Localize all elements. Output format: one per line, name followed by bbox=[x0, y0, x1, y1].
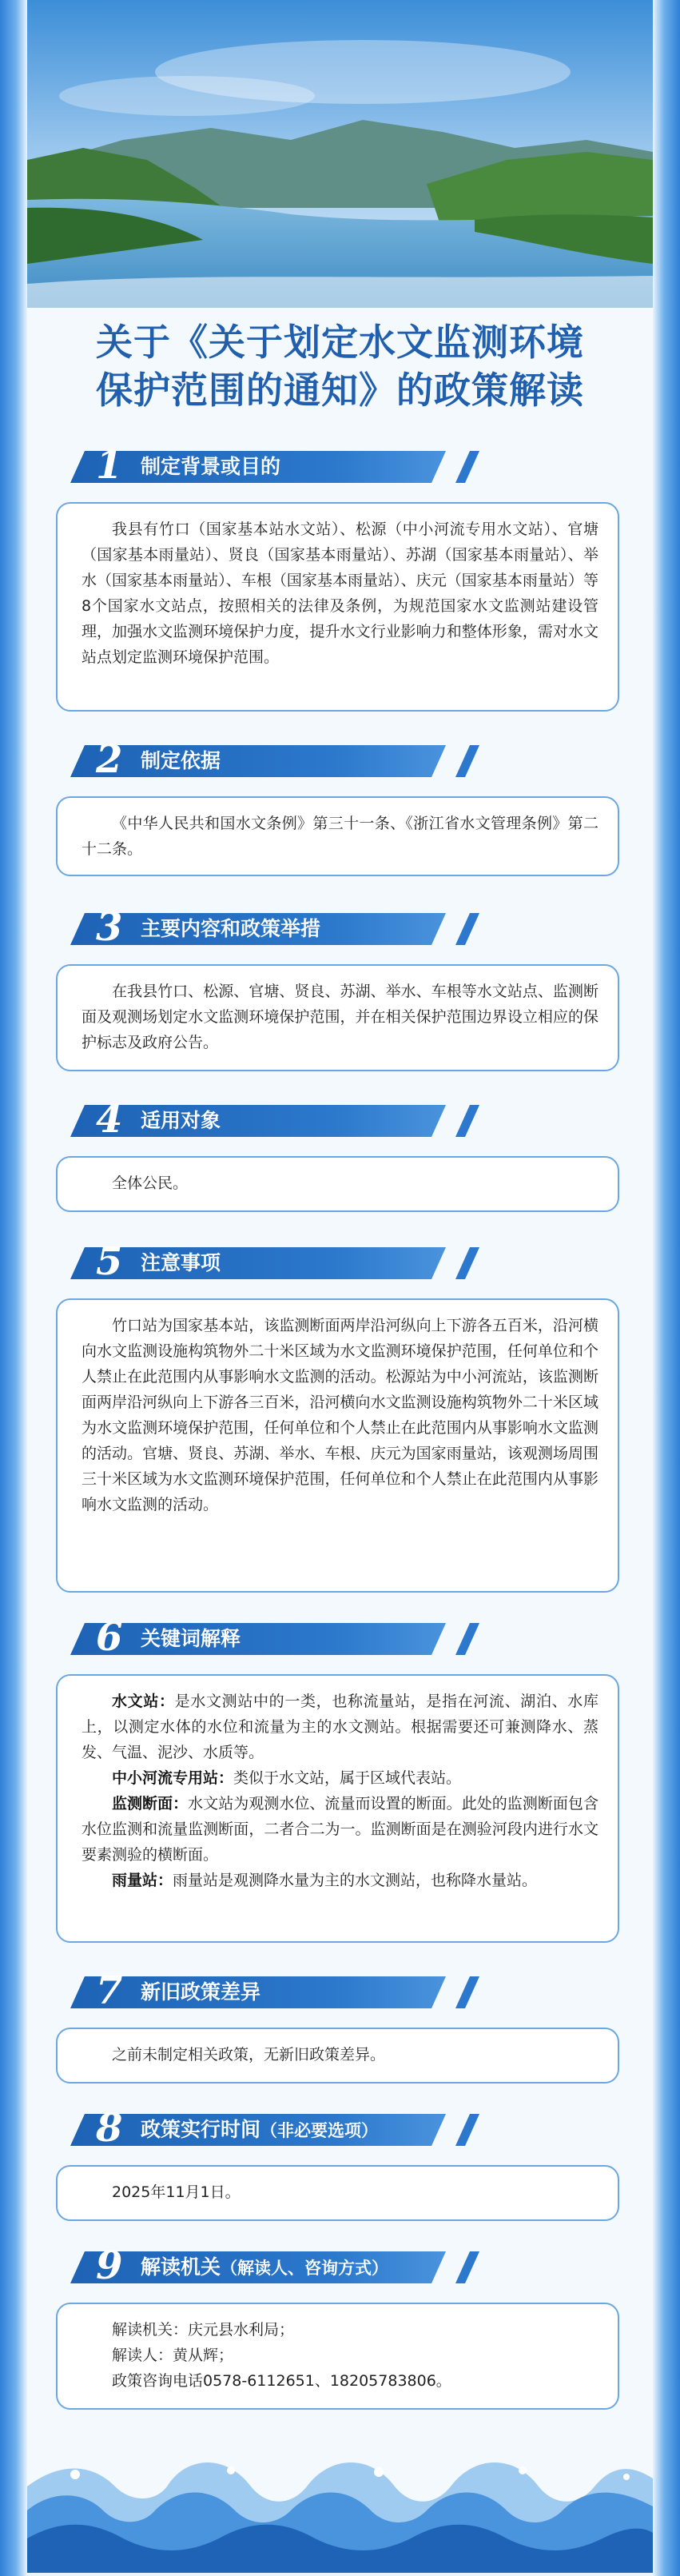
section-2-content bbox=[56, 796, 619, 876]
section-5-header bbox=[70, 1239, 446, 1284]
term-entry: 雨量站：雨量站是观测降水量为主的水文测站，也称降水量站。 bbox=[112, 1872, 538, 1889]
section-5-content bbox=[56, 1298, 619, 1593]
section-7-header bbox=[70, 1968, 446, 2013]
contact-line: 政策咨询电话0578-6112651、18205783806。 bbox=[112, 2372, 451, 2390]
section-title: 关键词解释 bbox=[141, 1627, 241, 1650]
section-title: 解读机关（解读人、咨询方式） bbox=[141, 2255, 389, 2279]
section-text: 之前未制定相关政策，无新旧政策差异。 bbox=[112, 2046, 386, 2064]
title-line-1: 关于《关于划定水文监测环境 bbox=[96, 321, 584, 364]
section-title: 新旧政策差异 bbox=[141, 1980, 261, 2004]
section-title: 注意事项 bbox=[141, 1251, 221, 1274]
section-number: 4 bbox=[96, 1097, 123, 1142]
contact-line: 解读机关：庆元县水利局； bbox=[112, 2321, 295, 2339]
section-number: 5 bbox=[96, 1239, 123, 1284]
section-number: 3 bbox=[96, 905, 123, 950]
section-text: 我县有竹口（国家基本站水文站）、松源（中小河流专用水文站）、官塘（国家基本雨量站）、贤良（国家基本雨量站）、苏湖（国家基本雨量站）、举水（国家基本雨量站）、车根（国家基本雨量站）、庆元（国家基本雨量站）等8个国家水文站点，按照相关的法律及条例，为规范国家水文监测站建设管理，加强水文监测环境保护力度，提升水文行业影响力和整体形象，需对水文站点划定监测环境保护范围。 bbox=[82, 520, 598, 666]
section-1-header bbox=[70, 443, 446, 488]
section-text: 竹口站为国家基本站，该监测断面两岸沿河纵向上下游各五百米，沿河横向水文监测设施构筑物外二十米区域为水文监测环境保护范围，任何单位和个人禁止在此范围内从事影响水文监测的活动。松源站为中小河流站，该监测断面两岸沿河纵向上下游各三百米，沿河横向水文监测设施构筑物外二十米区域为水文监测环境保护范围，任何单位和个人禁止在此范围内从事影响水文监测的活动。官塘、贤良、苏湖、举水、车根、庆元为国家雨量站，该观测场周围三十米区域为水文监测环境保护范围，任何单位和个人禁止在此范围内从事影响水文监测的活动。 bbox=[82, 1317, 598, 1513]
section-4-header bbox=[70, 1097, 446, 1142]
section-6-content bbox=[56, 1674, 619, 1943]
section-8-content bbox=[56, 2165, 619, 2221]
section-3-header bbox=[70, 905, 446, 950]
section-9-content bbox=[56, 2303, 619, 2410]
term-entry: 中小河流专用站：类似于水文站，属于区域代表站。 bbox=[112, 1769, 462, 1787]
section-9-header bbox=[70, 2243, 446, 2288]
page-title bbox=[27, 318, 653, 414]
section-number: 7 bbox=[96, 1968, 123, 2013]
wave-decoration bbox=[27, 2430, 653, 2573]
term-entry: 监测断面：水文站为观测水位、流量而设置的断面。此处的监测断面包含水位监测和流量监测断面，二者合二为一。监测断面是在测验河段内进行水文要素测验的横断面。 bbox=[82, 1795, 598, 1864]
section-3-content bbox=[56, 964, 619, 1071]
section-4-content bbox=[56, 1156, 619, 1212]
section-title: 主要内容和政策举措 bbox=[141, 917, 321, 940]
contact-line: 解读人：黄从辉； bbox=[112, 2347, 234, 2364]
section-number: 8 bbox=[96, 2106, 123, 2151]
title-line-2: 保护范围的通知》的政策解读 bbox=[96, 369, 584, 412]
section-text: 全体公民。 bbox=[112, 1174, 189, 1192]
section-number: 1 bbox=[96, 443, 123, 488]
term-entry: 水文站：是水文测站中的一类，也称流量站，是指在河流、湖泊、水库上，以测定水体的水位和流量为主的水文测站。根据需要还可兼测降水、蒸发、气温、泥沙、水质等。 bbox=[82, 1693, 598, 1761]
section-1-content bbox=[56, 502, 619, 712]
section-number: 9 bbox=[96, 2243, 123, 2288]
section-7-content bbox=[56, 2028, 619, 2084]
section-title: 制定背景或目的 bbox=[141, 455, 281, 478]
section-2-header bbox=[70, 737, 446, 782]
section-title: 适用对象 bbox=[141, 1109, 221, 1132]
section-title: 制定依据 bbox=[141, 749, 221, 772]
hero-lake-image bbox=[27, 0, 653, 308]
section-number: 2 bbox=[96, 737, 123, 782]
section-text: 《中华人民共和国水文条例》第三十一条、《浙江省水文管理条例》第二十二条。 bbox=[82, 815, 598, 858]
section-number: 6 bbox=[96, 1615, 123, 1660]
section-title: 政策实行时间（非必要选项） bbox=[141, 2118, 379, 2141]
section-8-header bbox=[70, 2106, 446, 2151]
section-text: 2025年11月1日。 bbox=[112, 2183, 241, 2201]
section-text: 在我县竹口、松源、官塘、贤良、苏湖、举水、车根等水文站点、监测断面及观测场划定水文监测环境保护范围，并在相关保护范围边界设立相应的保护标志及政府公告。 bbox=[82, 983, 598, 1051]
section-6-header bbox=[70, 1615, 446, 1660]
